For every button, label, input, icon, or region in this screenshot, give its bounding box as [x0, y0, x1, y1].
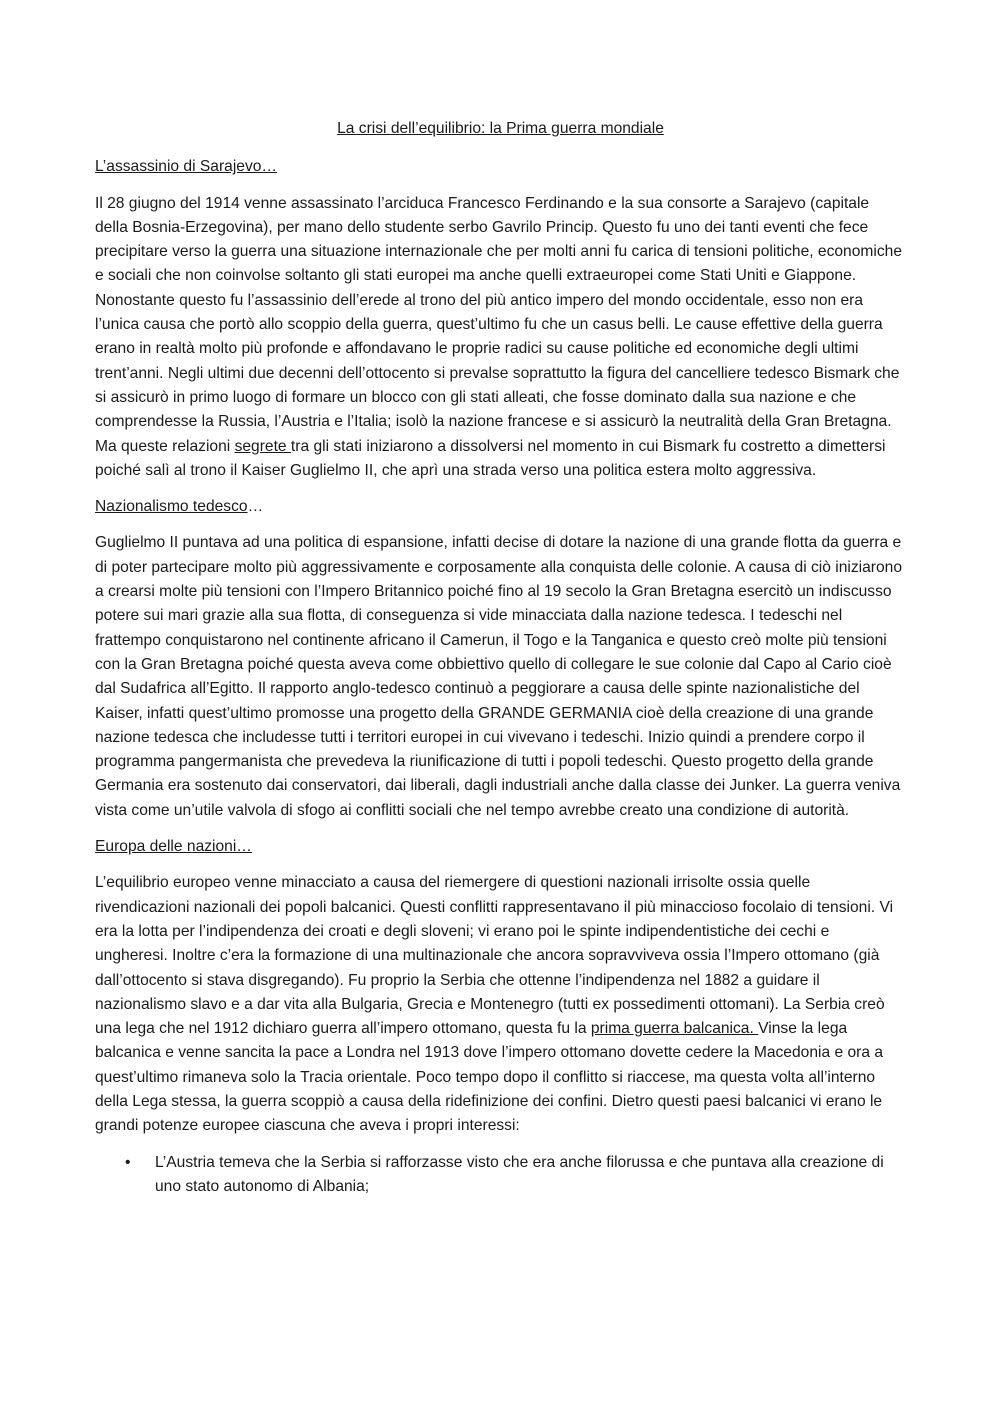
bullet-icon: •	[125, 1153, 131, 1171]
underlined-term: prima guerra balcanica.	[590, 1020, 759, 1038]
paragraph-text: Il 28 giugno del 1914 venne assassinato l’arciduca Francesco Ferdinando e la sua consorte a Sarajevo (capitale della Bosnia-Erzegovina), per mano dello studente serbo Gavrilo Princip. Questo fu uno dei tanti eventi che fece precipitare verso la guerra una situazione internazionale che per molti anni fu carica di tensioni politiche, economiche e sociali che non coinvolse soltanto gli stati europei ma anche quelli extraeuropei come Stati Uniti e Giappone. Nonostante questo fu l’assassinio dell’erede al trono del più antico impero del mondo occidentale, esso non era l’unica causa che portò allo scoppio della guerra, quest’ultimo fu che un casus belli. Le cause effettive della guerra erano in realtà molto più profonde e affondavano le proprie radici su cause politiche ed economiche degli ultimi trent’anni. Negli ultimi due decenni dell’ottocento si prevalse soprattutto la figura del cancelliere tedesco Bismark che si assicurò in primo luogo di formare un blocco con gli stati alleati, che fosse dominato dalla sua nazione e che comprendesse la Russia, l’Austria e l’Italia; isolò la nazione francese e si assicurò la neutralità della Gran Bretagna. Ma queste relazioni	[95, 194, 902, 455]
paragraph-sarajevo	[95, 192, 906, 484]
paragraph-text: L’equilibrio europeo venne minacciato a causa del riemergere di questioni nazionali irrisolte ossia quelle rivendicazioni nazionali dei popoli balcanici. Questi conflitti rappresentavano il più minaccioso focolaio di tensioni. Vi era la lotta per l’indipendenza dei croati e degli sloveni; vi erano poi le spinte indipendentistiche dei cechi e ungheresi. Inoltre c’era la formazione di una multinazionale che ancora sopravviveva ossia l’Impero ottomano (già dall’ottocento si stava disgregando). Fu proprio la Serbia che ottenne l’indipendenza nel 1882 a guidare il nazionalismo slavo e a dar vita alla Bulgaria, Grecia e Montenegro (tutti ex possedimenti ottomani). La Serbia creò una lega che nel 1912 dichiaro guerra all’impero ottomano, questa fu la	[95, 874, 894, 1038]
paragraph-europa	[95, 871, 906, 1138]
document-title: La crisi dell’equilibrio: la Prima guerra mondiale	[337, 120, 664, 137]
section-heading-text: Nazionalismo tedesco	[95, 498, 248, 516]
section-heading-sarajevo	[95, 155, 906, 179]
section-heading-nazionalismo	[95, 495, 906, 519]
section-heading-europa	[95, 835, 906, 859]
list-item	[95, 1151, 906, 1200]
paragraph-nazionalismo: Guglielmo II puntava ad una politica di espansione, infatti decise di dotare la nazione di una grande flotta da guerra e di poter partecipare molto più aggressivamente e corposamente alla conquista delle colonie. A causa di ciò iniziarono a crearsi molte più tensioni con l’Impero Britannico poiché fino al 19 secolo la Gran Bretagna esercitò un indiscusso potere sui mari grazie alla sua flotta, di conseguenza si vide minacciata dalla nazione tedesca. I tedeschi nel frattempo conquistarono nel continente africano il Camerun, il Togo e la Tanganica e questo creò molte più tensioni con la Gran Bretagna poiché questa aveva come obbiettivo quello di collegare le sue colonie dal Capo al Cario cioè dal Sudafrica all’Egitto. Il rapporto anglo-tedesco continuò a peggiorare a causa delle spinte nazionalistiche del Kaiser, infatti quest’ultimo promosse una progetto della GRANDE GERMANIA cioè della creazione di una grande nazione tedesca che includesse tutti i territori europei in cui vivevano i tedeschi. Inizio quindi a prendere corpo il programma pangermanista che prevedeva la riunificazione di tutti i popoli tedeschi. Questo progetto della grande Germania era sostenuto dai conservatori, dai liberali, dagli industriali anche dalla classe dei Junker. La guerra veniva vista come un’utile valvola di sfogo ai conflitti sociali che nel tempo avrebbe creato una condizione di autorità.	[95, 534, 903, 819]
list-item-text: L’Austria temeva che la Serbia si rafforzasse visto che era anche filorussa e che puntava alla creazione di uno stato autonomo di Albania;	[155, 1153, 884, 1195]
bullet-list	[95, 1151, 906, 1200]
section-heading-text: Europa delle nazioni…	[95, 838, 252, 856]
paragraph-text: Vinse la lega balcanica e venne sancita la pace a Londra nel 1913 dove l’impero ottomano dovette cedere la Macedonia e ora a quest’ultimo rimaneva solo la Tracia orientale. Poco tempo dopo il conflitto si riaccese, ma questa volta all’interno della Lega stessa, la guerra scoppiò a causa della ridefinizione dei confini. Dietro questi paesi balcanici vi erano le grandi potenze europee ciascuna che aveva i propri interessi:	[95, 1020, 884, 1135]
paragraph-text: tra gli stati iniziarono a dissolversi nel momento in cui Bismark fu costretto a dimettersi poiché salì al trono il Kaiser Guglielmo II, che aprì una strada verso una politica estera molto aggressiva.	[95, 437, 886, 479]
section-heading-ellipsis: …	[247, 498, 264, 516]
underlined-term: segrete	[234, 437, 291, 455]
section-heading-text: L’assassinio di Sarajevo…	[95, 158, 278, 176]
